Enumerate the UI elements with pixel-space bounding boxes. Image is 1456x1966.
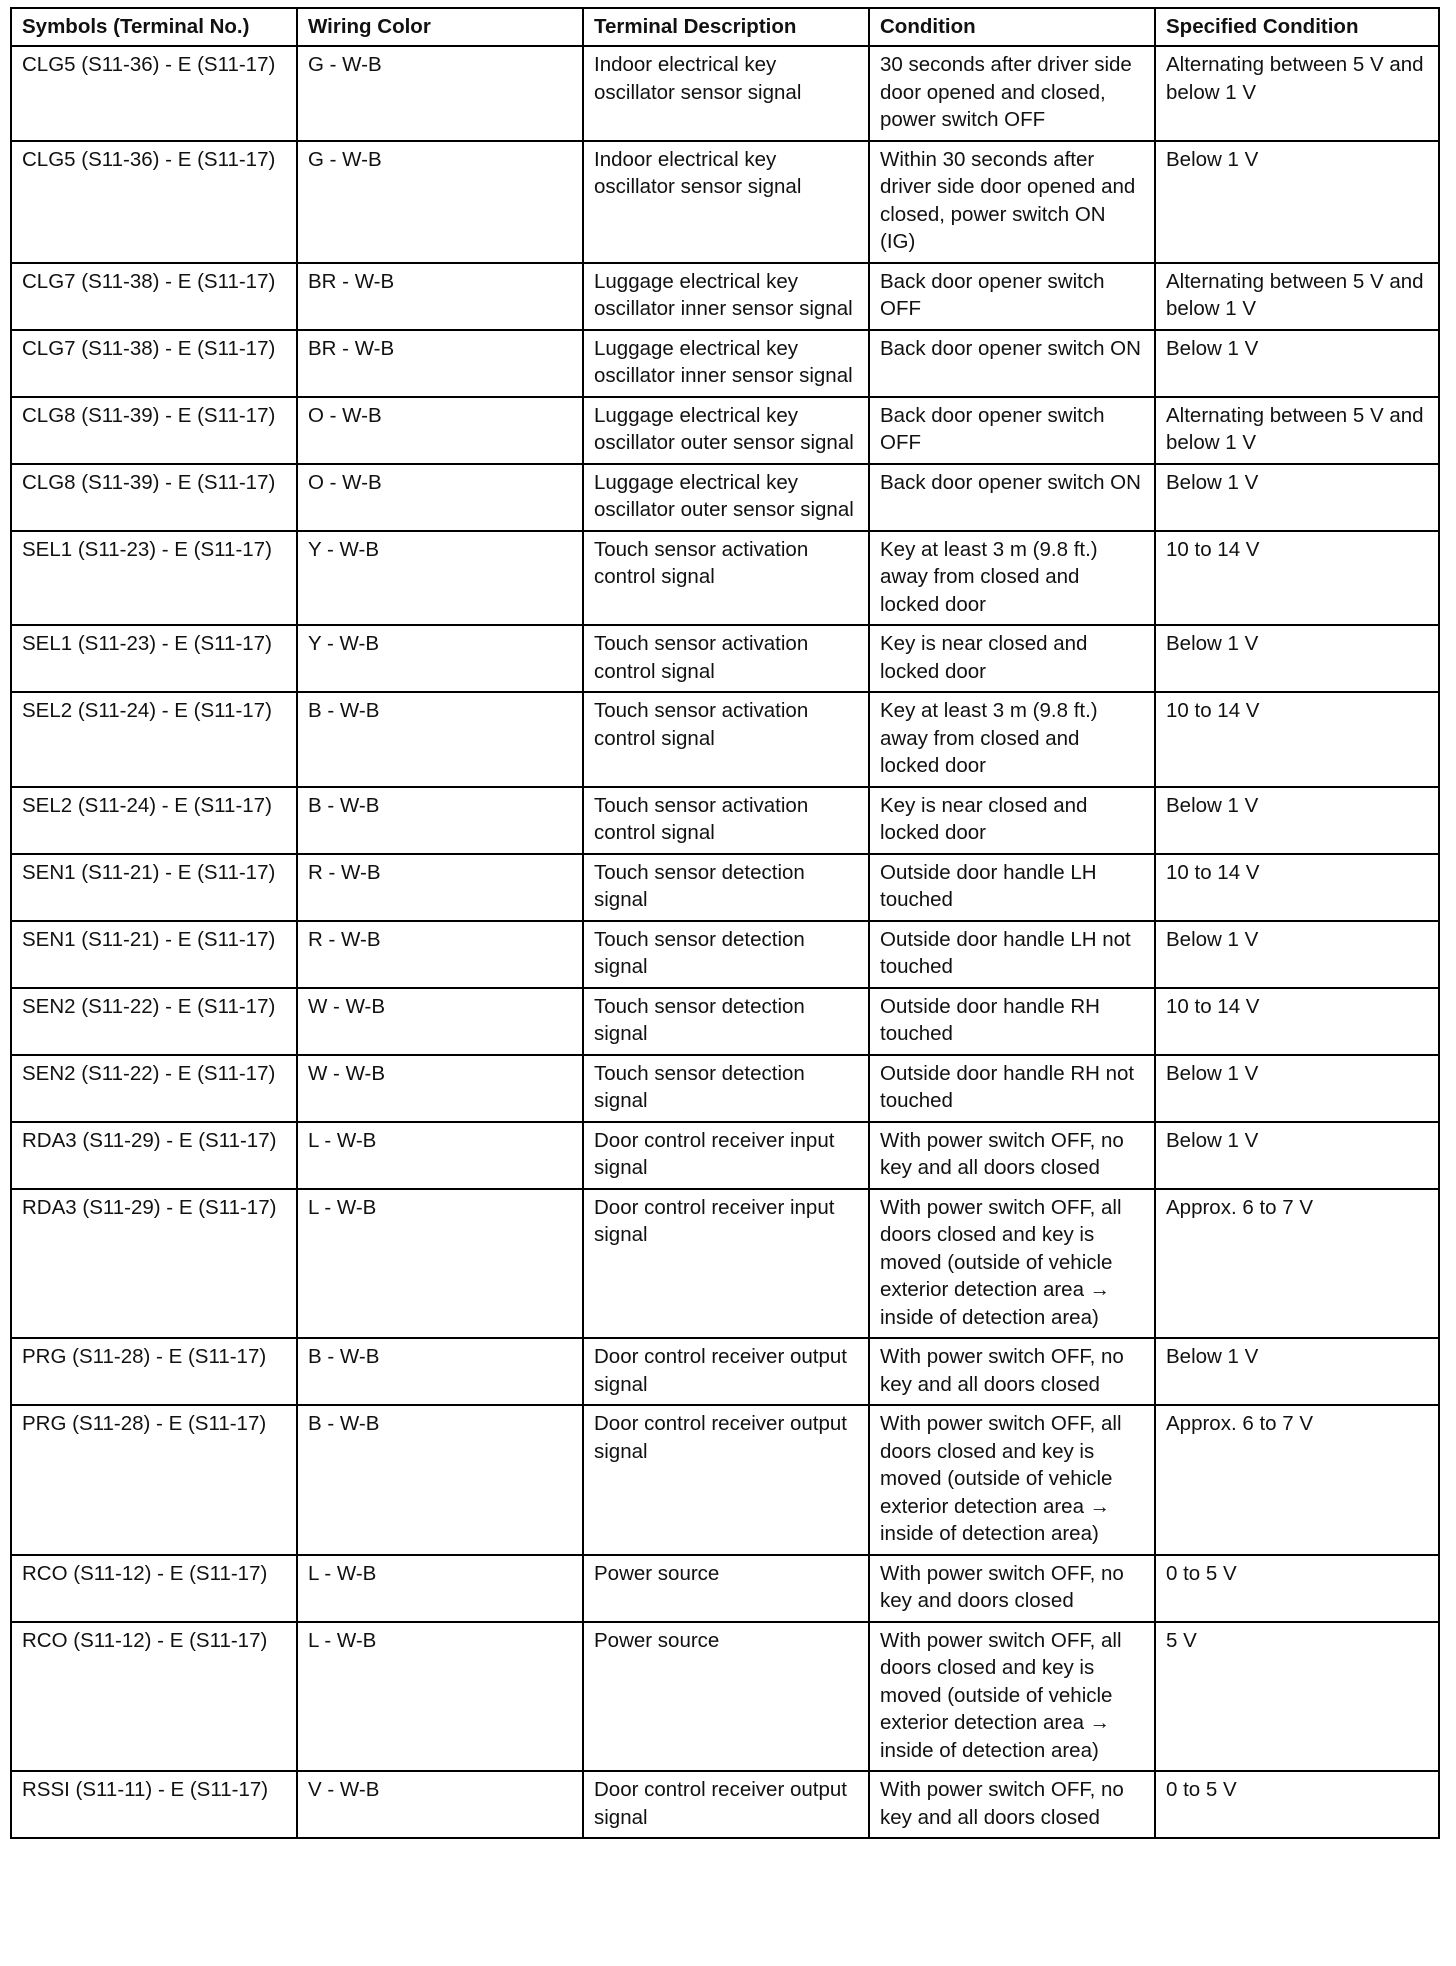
cell-condition: With power switch OFF, no key and all doors closed <box>869 1338 1155 1405</box>
cell-description: Luggage electrical key oscillator inner sensor signal <box>583 263 869 330</box>
cell-description: Luggage electrical key oscillator outer sensor signal <box>583 464 869 531</box>
cell-condition: Within 30 seconds after driver side door opened and closed, power switch ON (IG) <box>869 141 1155 263</box>
cell-specified: Below 1 V <box>1155 921 1439 988</box>
cell-symbol: CLG7 (S11-38) - E (S11-17) <box>11 330 297 397</box>
cell-condition: Outside door handle RH not touched <box>869 1055 1155 1122</box>
cell-specified: Alternating between 5 V and below 1 V <box>1155 263 1439 330</box>
cell-description: Touch sensor activation control signal <box>583 531 869 626</box>
cell-specified: 5 V <box>1155 1622 1439 1772</box>
header-specified-condition: Specified Condition <box>1155 8 1439 46</box>
cell-description: Touch sensor activation control signal <box>583 625 869 692</box>
table-row <box>11 397 1439 464</box>
cell-wiring-color: L - W-B <box>297 1622 583 1772</box>
cell-condition: Back door opener switch OFF <box>869 397 1155 464</box>
cell-description: Indoor electrical key oscillator sensor signal <box>583 141 869 263</box>
cell-condition: Key is near closed and locked door <box>869 787 1155 854</box>
cell-description: Indoor electrical key oscillator sensor signal <box>583 46 869 141</box>
cell-condition: With power switch OFF, no key and doors closed <box>869 1555 1155 1622</box>
cell-condition: With power switch OFF, no key and all doors closed <box>869 1771 1155 1838</box>
table-row <box>11 921 1439 988</box>
cell-symbol: CLG5 (S11-36) - E (S11-17) <box>11 141 297 263</box>
cell-specified: 10 to 14 V <box>1155 854 1439 921</box>
header-symbols: Symbols (Terminal No.) <box>11 8 297 46</box>
cell-condition: 30 seconds after driver side door opened and closed, power switch OFF <box>869 46 1155 141</box>
header-row <box>11 8 1439 46</box>
cell-description: Touch sensor detection signal <box>583 921 869 988</box>
cell-description: Luggage electrical key oscillator outer sensor signal <box>583 397 869 464</box>
cell-condition: Back door opener switch OFF <box>869 263 1155 330</box>
cell-specified: Below 1 V <box>1155 625 1439 692</box>
cell-description: Door control receiver input signal <box>583 1189 869 1339</box>
cell-condition: With power switch OFF, no key and all doors closed <box>869 1122 1155 1189</box>
table-row <box>11 263 1439 330</box>
cell-symbol: SEL1 (S11-23) - E (S11-17) <box>11 531 297 626</box>
cell-wiring-color: B - W-B <box>297 1338 583 1405</box>
cell-description: Door control receiver output signal <box>583 1338 869 1405</box>
table-row <box>11 1555 1439 1622</box>
cell-specified: 0 to 5 V <box>1155 1771 1439 1838</box>
table-row <box>11 1622 1439 1772</box>
cell-wiring-color: B - W-B <box>297 692 583 787</box>
table-row <box>11 46 1439 141</box>
cell-condition: Outside door handle RH touched <box>869 988 1155 1055</box>
table-row <box>11 330 1439 397</box>
cell-wiring-color: L - W-B <box>297 1555 583 1622</box>
cell-condition: With power switch OFF, all doors closed and key is moved (outside of vehicle exterior detection area → inside of detection area) <box>869 1622 1155 1772</box>
cell-condition: Outside door handle LH not touched <box>869 921 1155 988</box>
table-row <box>11 1771 1439 1838</box>
cell-wiring-color: Y - W-B <box>297 625 583 692</box>
cell-wiring-color: R - W-B <box>297 854 583 921</box>
cell-symbol: PRG (S11-28) - E (S11-17) <box>11 1338 297 1405</box>
cell-description: Power source <box>583 1622 869 1772</box>
cell-condition: Key is near closed and locked door <box>869 625 1155 692</box>
cell-symbol: CLG7 (S11-38) - E (S11-17) <box>11 263 297 330</box>
cell-symbol: SEN2 (S11-22) - E (S11-17) <box>11 1055 297 1122</box>
cell-description: Touch sensor detection signal <box>583 988 869 1055</box>
cell-specified: Approx. 6 to 7 V <box>1155 1189 1439 1339</box>
cell-wiring-color: G - W-B <box>297 141 583 263</box>
cell-wiring-color: Y - W-B <box>297 531 583 626</box>
cell-description: Door control receiver output signal <box>583 1405 869 1555</box>
cell-wiring-color: O - W-B <box>297 397 583 464</box>
cell-description: Door control receiver input signal <box>583 1122 869 1189</box>
cell-symbol: RDA3 (S11-29) - E (S11-17) <box>11 1122 297 1189</box>
cell-specified: 0 to 5 V <box>1155 1555 1439 1622</box>
table-row <box>11 1405 1439 1555</box>
cell-condition: Key at least 3 m (9.8 ft.) away from closed and locked door <box>869 531 1155 626</box>
cell-specified: Alternating between 5 V and below 1 V <box>1155 46 1439 141</box>
cell-symbol: SEL2 (S11-24) - E (S11-17) <box>11 787 297 854</box>
cell-wiring-color: O - W-B <box>297 464 583 531</box>
table-row <box>11 787 1439 854</box>
cell-condition: Back door opener switch ON <box>869 464 1155 531</box>
cell-wiring-color: B - W-B <box>297 1405 583 1555</box>
cell-symbol: RDA3 (S11-29) - E (S11-17) <box>11 1189 297 1339</box>
cell-description: Touch sensor activation control signal <box>583 787 869 854</box>
cell-symbol: SEN1 (S11-21) - E (S11-17) <box>11 921 297 988</box>
cell-description: Touch sensor activation control signal <box>583 692 869 787</box>
cell-wiring-color: V - W-B <box>297 1771 583 1838</box>
header-wiring-color: Wiring Color <box>297 8 583 46</box>
cell-wiring-color: W - W-B <box>297 1055 583 1122</box>
cell-symbol: SEL2 (S11-24) - E (S11-17) <box>11 692 297 787</box>
cell-description: Power source <box>583 1555 869 1622</box>
cell-specified: 10 to 14 V <box>1155 988 1439 1055</box>
table-row <box>11 1055 1439 1122</box>
cell-description: Touch sensor detection signal <box>583 854 869 921</box>
cell-wiring-color: L - W-B <box>297 1122 583 1189</box>
cell-description: Door control receiver output signal <box>583 1771 869 1838</box>
cell-symbol: CLG5 (S11-36) - E (S11-17) <box>11 46 297 141</box>
cell-symbol: RCO (S11-12) - E (S11-17) <box>11 1622 297 1772</box>
table-body <box>11 46 1439 1838</box>
cell-symbol: RSSI (S11-11) - E (S11-17) <box>11 1771 297 1838</box>
cell-wiring-color: B - W-B <box>297 787 583 854</box>
table-row <box>11 141 1439 263</box>
table-row <box>11 854 1439 921</box>
terminal-table <box>10 7 1440 1839</box>
cell-symbol: CLG8 (S11-39) - E (S11-17) <box>11 397 297 464</box>
table-row <box>11 1122 1439 1189</box>
cell-specified: Below 1 V <box>1155 464 1439 531</box>
cell-symbol: RCO (S11-12) - E (S11-17) <box>11 1555 297 1622</box>
table-row <box>11 1338 1439 1405</box>
cell-specified: Alternating between 5 V and below 1 V <box>1155 397 1439 464</box>
cell-specified: Below 1 V <box>1155 1122 1439 1189</box>
cell-condition: Back door opener switch ON <box>869 330 1155 397</box>
cell-symbol: CLG8 (S11-39) - E (S11-17) <box>11 464 297 531</box>
cell-description: Touch sensor detection signal <box>583 1055 869 1122</box>
table-row <box>11 1189 1439 1339</box>
cell-symbol: SEL1 (S11-23) - E (S11-17) <box>11 625 297 692</box>
header-terminal-description: Terminal Description <box>583 8 869 46</box>
cell-condition: Key at least 3 m (9.8 ft.) away from closed and locked door <box>869 692 1155 787</box>
table-row <box>11 464 1439 531</box>
cell-wiring-color: BR - W-B <box>297 263 583 330</box>
cell-specified: 10 to 14 V <box>1155 692 1439 787</box>
table-row <box>11 692 1439 787</box>
cell-specified: Below 1 V <box>1155 330 1439 397</box>
cell-specified: Below 1 V <box>1155 1338 1439 1405</box>
cell-specified: Approx. 6 to 7 V <box>1155 1405 1439 1555</box>
cell-description: Luggage electrical key oscillator inner sensor signal <box>583 330 869 397</box>
cell-specified: Below 1 V <box>1155 787 1439 854</box>
cell-wiring-color: L - W-B <box>297 1189 583 1339</box>
cell-symbol: SEN2 (S11-22) - E (S11-17) <box>11 988 297 1055</box>
cell-wiring-color: W - W-B <box>297 988 583 1055</box>
cell-condition: With power switch OFF, all doors closed and key is moved (outside of vehicle exterior detection area → inside of detection area) <box>869 1189 1155 1339</box>
cell-specified: 10 to 14 V <box>1155 531 1439 626</box>
cell-symbol: PRG (S11-28) - E (S11-17) <box>11 1405 297 1555</box>
header-condition: Condition <box>869 8 1155 46</box>
table-row <box>11 625 1439 692</box>
cell-specified: Below 1 V <box>1155 141 1439 263</box>
cell-wiring-color: G - W-B <box>297 46 583 141</box>
table-row <box>11 531 1439 626</box>
terminal-table-container <box>10 7 1438 1839</box>
cell-symbol: SEN1 (S11-21) - E (S11-17) <box>11 854 297 921</box>
cell-wiring-color: R - W-B <box>297 921 583 988</box>
cell-wiring-color: BR - W-B <box>297 330 583 397</box>
cell-condition: Outside door handle LH touched <box>869 854 1155 921</box>
cell-condition: With power switch OFF, all doors closed and key is moved (outside of vehicle exterior detection area → inside of detection area) <box>869 1405 1155 1555</box>
table-row <box>11 988 1439 1055</box>
cell-specified: Below 1 V <box>1155 1055 1439 1122</box>
